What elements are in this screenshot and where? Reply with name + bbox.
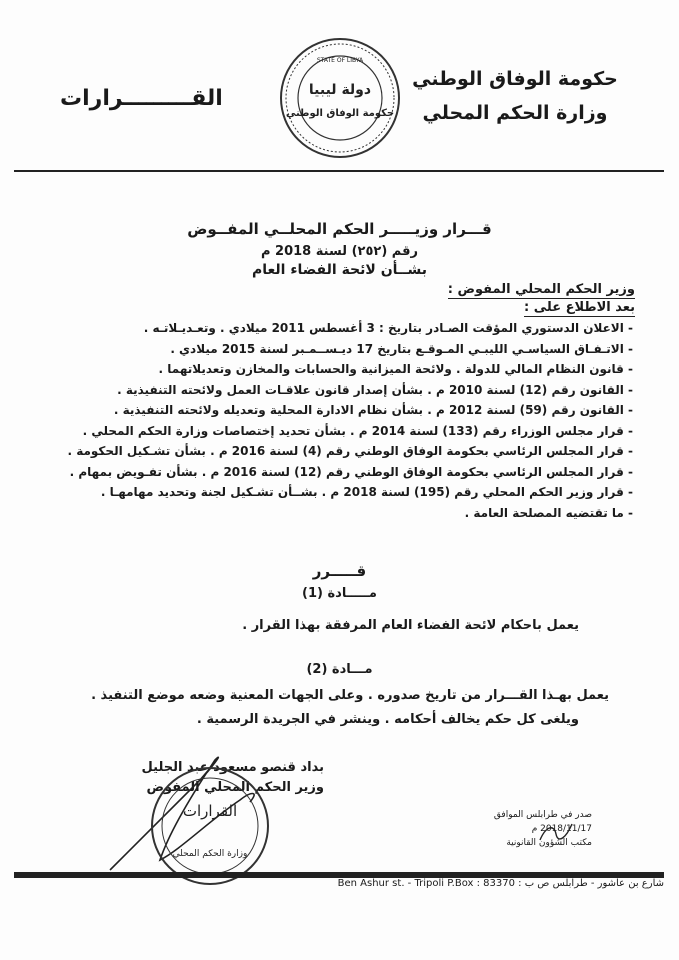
decision-subject: بشــأن لائحة الفضاء العام — [252, 262, 427, 278]
seal-bottom-text: حكومة الوفاق الوطني — [285, 108, 395, 119]
seal-middle-text: دولة ليبيا — [308, 82, 372, 98]
preamble-list — [33, 318, 633, 523]
minister-label: وزير الحكم المحلي المفوض : — [447, 282, 635, 297]
article-2-text-1: يعمل بهـذا القـــرار من تاريخ صدوره . وعلى الجهات المعنية وضعه موضع التنفيذ . — [91, 688, 609, 703]
decides-heading: قـــــرر — [312, 562, 367, 580]
signatory-title: وزير الحكم المحلي المفوض — [146, 780, 324, 795]
letterhead-government — [395, 62, 635, 130]
list-item: - قانون النظام المالي للدولة . ولائحة الميزانية والحسابات والمخازن وتعديلاتهما . — [158, 362, 633, 376]
decision-title: قـــرار وزيـــــر الحكم المحلــي المفــوض — [187, 220, 492, 238]
article-1-text: يعمل باحكام لائحة الفضاء العام المرفقة بهذا القرار . — [242, 618, 579, 633]
article-1-heading: مـــــادة (1) — [302, 586, 377, 601]
issue-date: صدر في طرابلس الموافق 2018/11/17 م — [493, 810, 592, 834]
list-item: - قرار المجلس الرئاسي بحكومة الوفاق الوطني رقم (12) لسنة 2016 م . بشأن تفـويض بمهام . — [69, 464, 633, 479]
list-item: - قرار مجلس الوزراء رقم (133) لسنة 2014 م . بشأن تحديد إختصاصات وزارة الحكم المحلي . — [82, 423, 633, 438]
seal-top-text: STATE OF LIBYA — [316, 57, 364, 64]
list-item: - ما تقتضيه المصلحة العامة . — [464, 505, 633, 520]
list-item: - القانون رقم (59) لسنة 2012 م . بشأن نظام الادارة المحلية وتعديله ولائحته التنفيذية . — [113, 403, 633, 417]
list-item: - القانون رقم (12) لسنة 2010 م . بشأن إصدار قانون علاقـات العمل ولائحته التنفيذية . — [117, 382, 633, 397]
stamp-top-text: القرارات — [182, 802, 238, 820]
legal-office: مكتب الشؤون القانونية — [506, 838, 592, 848]
list-item: - الاتـفـاق السياسـي الليبـي المـوقـع بتاريخ 17 ديـســمـبر لسنة 2015 ميلادي . — [170, 341, 633, 356]
government-name: حكومة الوفاق الوطني — [412, 68, 618, 90]
state-seal-emblem — [278, 36, 402, 160]
header-divider — [14, 170, 664, 172]
initials-mark — [536, 818, 576, 848]
decision-number: رقم (٢٥٢) لسنة 2018 م — [260, 244, 419, 259]
article-2-text-2: ويلغى كل حكم يخالف أحكامه . وينشر في الجريدة الرسمية . — [196, 712, 579, 727]
after-review-label: بعد الاطلاع على : — [524, 300, 635, 315]
stamp-bottom-text: وزارة الحكم المحلي — [172, 849, 248, 859]
decisions-label: القـــــــــرارات — [60, 86, 223, 111]
signatory-name: بداد قنصو مسعود عبد الجليل — [141, 760, 324, 775]
list-item: - قرار المجلس الرئاسي بحكومة الوفاق الوطني رقم (4) لسنة 2016 م . بشأن تشـكيل الحكومة . — [67, 444, 633, 458]
ministry-stamp — [148, 764, 272, 888]
footer-address: شارع بن عاشور - طرابلس ص ب : Ben Ashur st. - Tripoli P.Box : 83370 — [337, 878, 664, 889]
list-item: - قرار وزير الحكم المحلي رقم (195) لسنة 2018 م . بشــأن تشـكيل لجنة وتحديد مهامهـا . — [100, 485, 633, 499]
list-item: - الاعلان الدستوري المؤقت الصـادر بتاريخ : 3 أغسطس 2011 ميلادي . وتعـديـلاتـه . — [143, 321, 633, 335]
article-2-heading: مـــادة (2) — [306, 662, 373, 677]
ministry-name: وزارة الحكم المحلي — [422, 102, 608, 124]
